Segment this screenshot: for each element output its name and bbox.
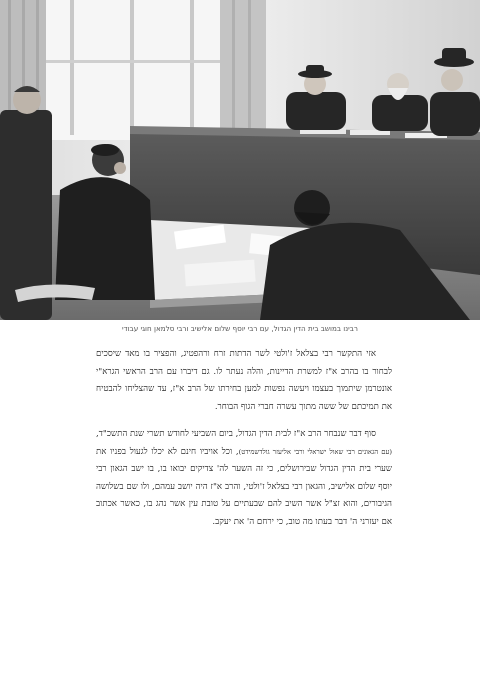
paragraph-2-parenthetical: (עם הגאונים רבי שאול ישראלי ורבי אליעזר גולדשמידט) bbox=[238, 447, 393, 456]
courtroom-photo bbox=[0, 0, 480, 320]
paragraph-2-start: סוף דבר שנבחר הרב א"ז לבית הדין הגדול, ביום השביעי לחודש תשרי שנת התשכ"ד, bbox=[96, 429, 376, 439]
body-text bbox=[96, 346, 392, 541]
paragraph-2-rest: , וכל אויביו חינם לא יכלו לגעול בפניו את שערי בית הדין הגדול שבירושלים, כי זה השער לה' צדיקים יבואו בו, בו ישב הגאון רבי יוסף שלום אלישיב, והגאון רבי בצלאל ז'ולטי, והרב א"ז היה יושב עמהם, ולו שם בשלושה הגיבורים, והוא זצ"ל אשר השיב להם שבעתיים על טובת עין אשר נהג בו, כאשר אכתוב אם יעזרני ה' דבר בעתו מה טוב, כי ירחם ה' את יעקב. bbox=[96, 446, 392, 527]
paragraph-1: אזי התקשר רבי בצלאל ז'ולטי לשר הדתות זרח ורהפטיג, והפציר בו מאד שיסכים לבחור בו בהרב א"ז למשרת הדיינות, והלה נעתר לו. גם דיברו עם הרב הראשי הגרא"י אונטרמן שיתמוך בעצמו ויעשה נפשות למען בחירתו של הרב א"ז, עד שהצליחו להבטיח את תמיכתם של ששה מתוך עשרה חברי הגוף הבוחר. bbox=[96, 349, 392, 412]
photo-caption: רבינו במושב בית הדין הגדול, עם רבי יוסף שלום אלישיב ורבי סלמאן חוגי עבודי bbox=[122, 324, 358, 333]
courtroom-photo-drawing bbox=[0, 0, 480, 320]
paragraph-2 bbox=[96, 426, 392, 531]
